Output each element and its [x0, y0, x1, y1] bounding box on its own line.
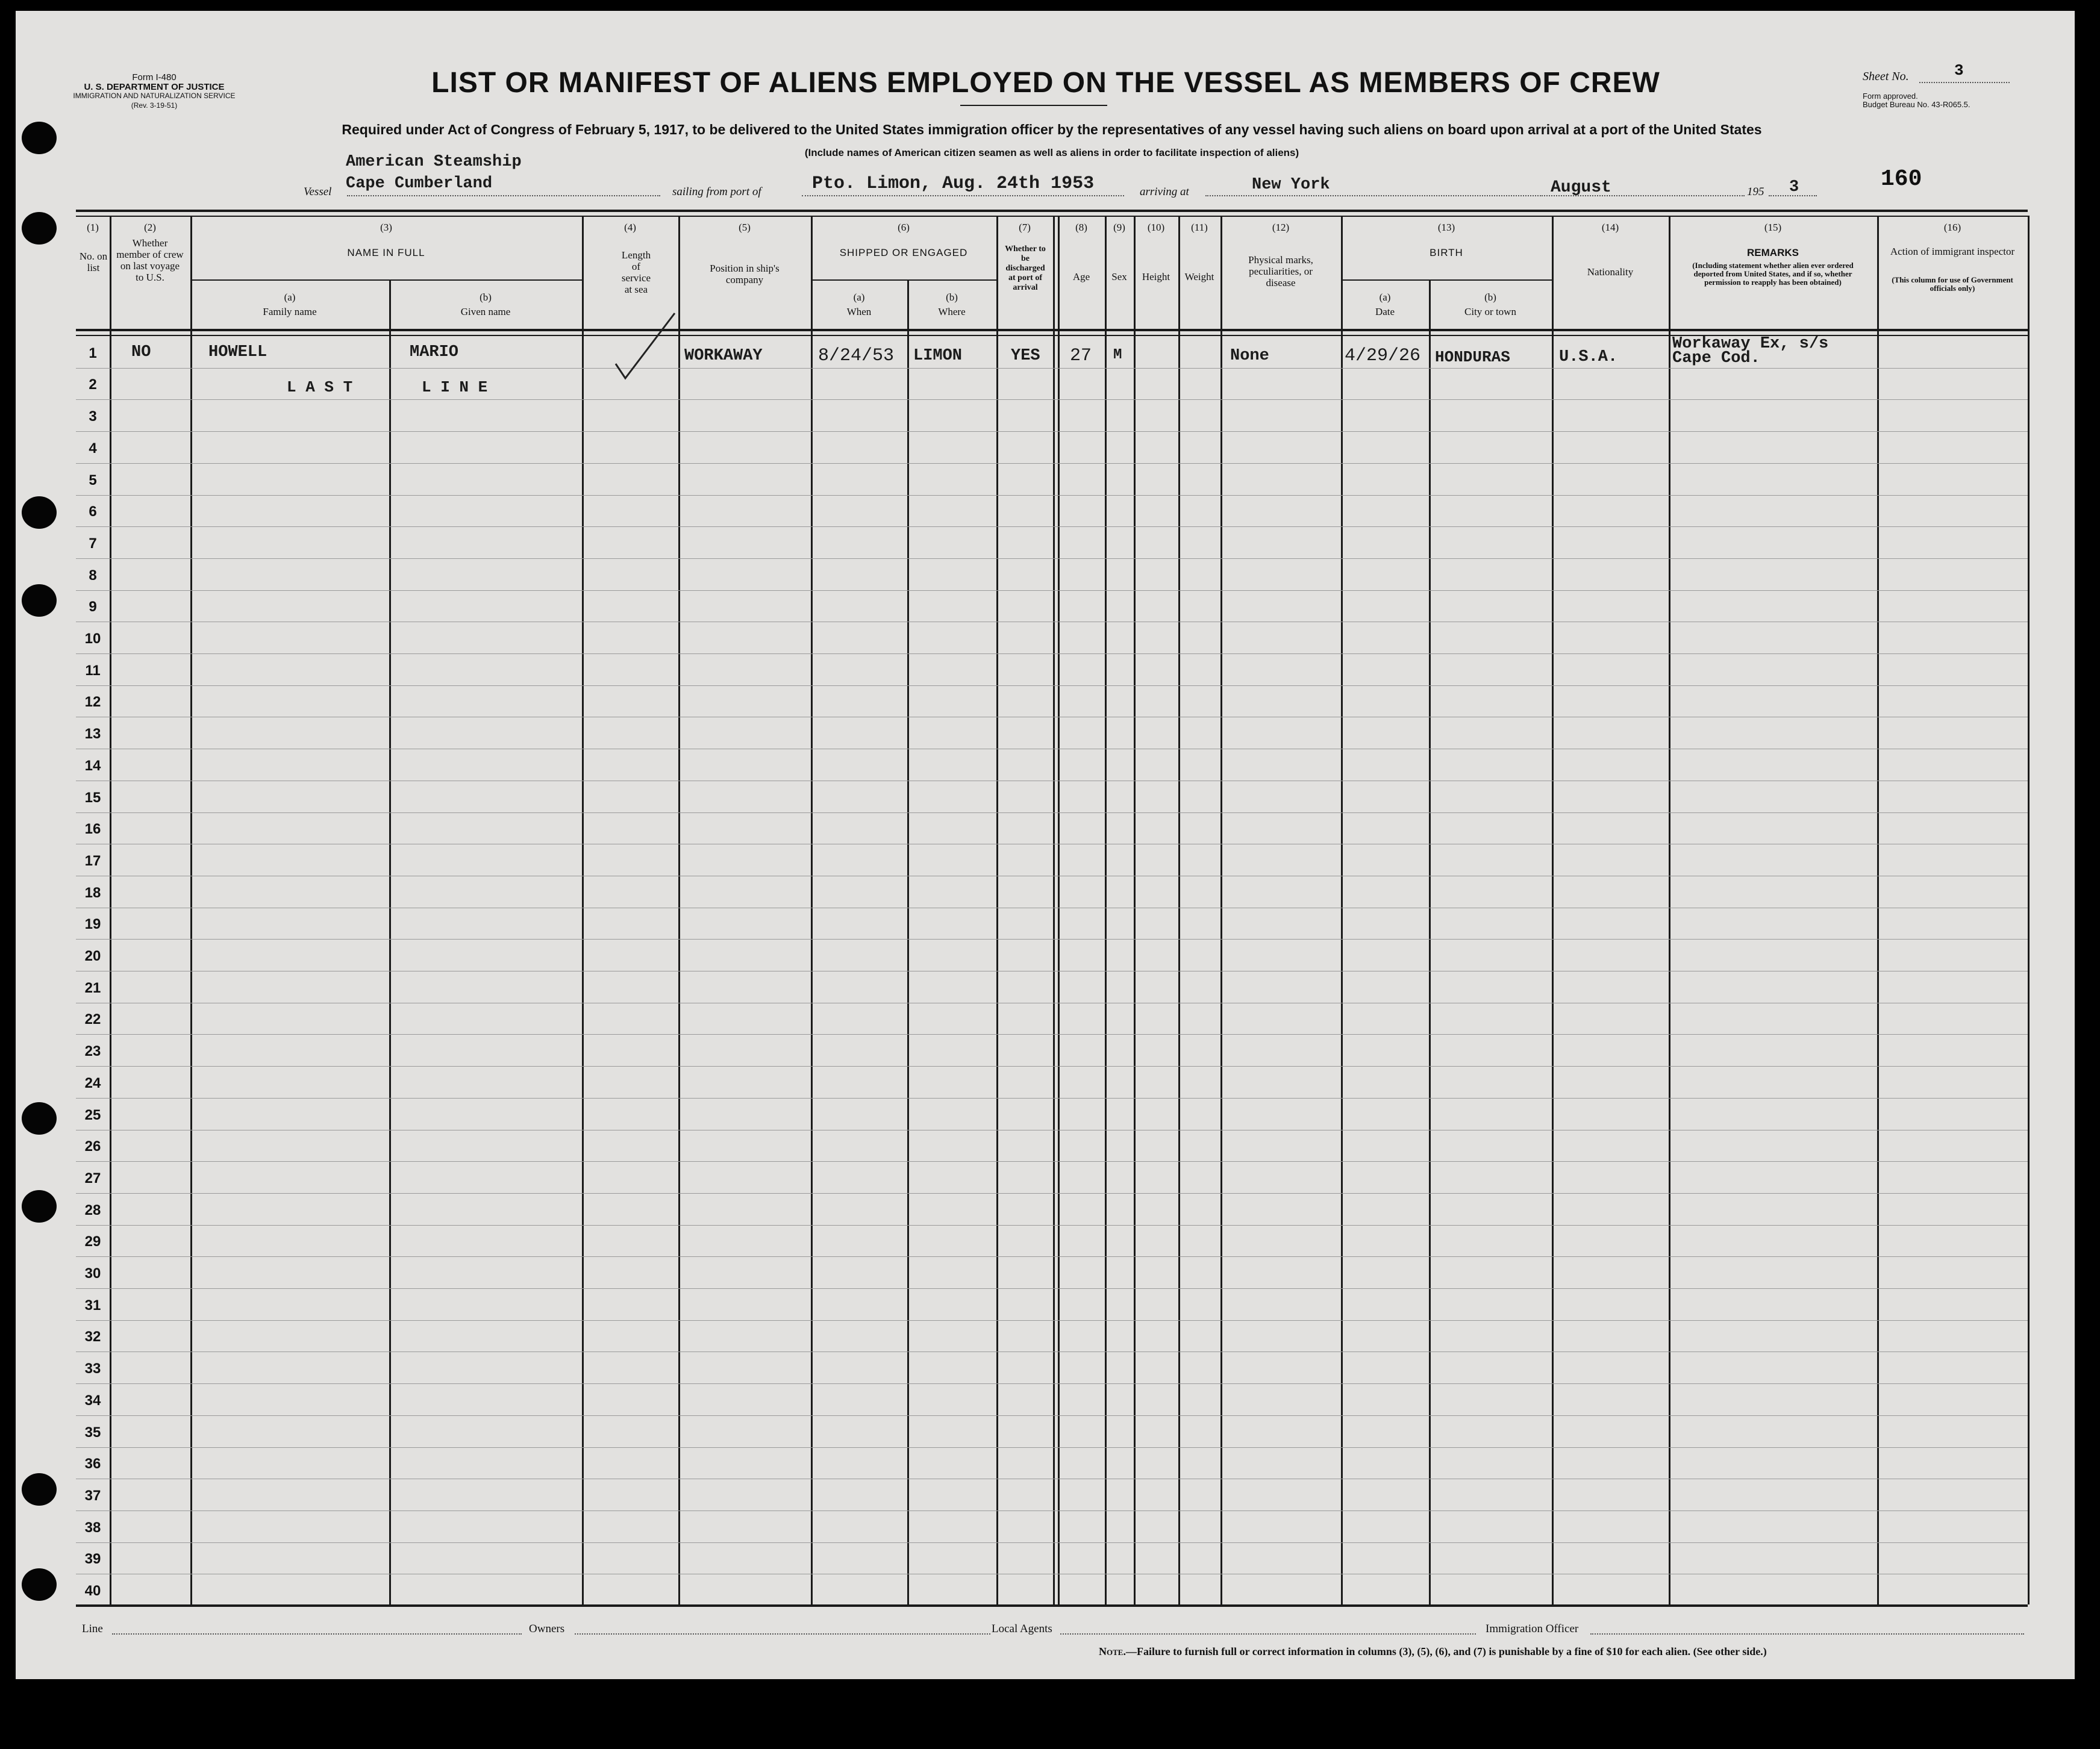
entry-nationality[interactable]: U.S.A. [1559, 348, 1618, 366]
col3-label: NAME IN FULL [347, 247, 425, 258]
entry-birth-date[interactable]: 4/29/26 [1345, 346, 1421, 366]
table-bottom-rule [76, 1604, 2028, 1607]
row-number: 13 [84, 726, 101, 742]
col13-label: BIRTH [1430, 247, 1463, 258]
row-number: 16 [84, 821, 101, 837]
row-number: 9 [89, 599, 97, 615]
form-number: Form I-480 [132, 72, 177, 83]
row-rule [76, 1161, 2028, 1162]
col-divider [1178, 216, 1180, 1604]
row-number: 20 [84, 948, 101, 964]
col15-label: REMARKS [1747, 247, 1799, 258]
col13a-label: Date [1375, 306, 1395, 317]
last-line-family: L A S T [287, 378, 353, 396]
col11-number: (11) [1191, 222, 1208, 233]
row-number: 26 [84, 1138, 101, 1155]
col4-number: (4) [624, 222, 636, 233]
footer-line-field [112, 1633, 522, 1635]
col6-number: (6) [898, 222, 910, 233]
col6b-letter: (b) [946, 292, 958, 303]
last-line-given: L I N E [422, 378, 488, 396]
year-prefix: 195 [1747, 186, 1764, 198]
col16-sub: (This column for use of Government officials only) [1892, 275, 2013, 293]
entry-position[interactable]: WORKAWAY [684, 347, 763, 365]
row-number: 37 [84, 1488, 101, 1504]
table-top-rule [76, 210, 2028, 212]
row-number: 11 [85, 662, 101, 679]
row-number: 27 [84, 1170, 101, 1186]
stamp-number: 160 [1881, 166, 1922, 192]
col9-number: (9) [1113, 222, 1125, 233]
punch-hole [22, 122, 57, 154]
revision-date: (Rev. 3-19-51) [131, 101, 178, 110]
col15-number: (15) [1764, 222, 1782, 233]
col2-number: (2) [144, 222, 156, 233]
entry-sex[interactable]: M [1113, 347, 1122, 363]
col2-label: Whether member of crew on last voyage to U.S. [116, 237, 184, 283]
entry-shipped-where[interactable]: LIMON [913, 347, 963, 365]
col15-sub: (Including statement whether alien ever ordered deported from United States, and if so, whether permission to reapply has been obtained) [1692, 261, 1854, 287]
row-rule [76, 1415, 2028, 1416]
row-number: 30 [84, 1265, 101, 1282]
col-divider [582, 216, 584, 1604]
row-rule [76, 368, 2028, 369]
row-number: 31 [84, 1297, 101, 1314]
punch-hole [22, 1568, 57, 1601]
col-divider [1341, 216, 1343, 1604]
col5-number: (5) [739, 222, 751, 233]
row-number: 23 [84, 1043, 101, 1059]
row-number: 25 [84, 1107, 101, 1123]
name-subheader-rule [190, 279, 582, 281]
col6b-label: Where [938, 306, 966, 317]
page-title: LIST OR MANIFEST OF ALIENS EMPLOYED ON THE VESSEL AS MEMBERS OF CREW [431, 67, 1660, 99]
row-number: 3 [89, 408, 97, 425]
col-divider [190, 216, 192, 1604]
footer-officer-field [1590, 1633, 2024, 1635]
row-number: 10 [84, 631, 101, 647]
col5-label: Position in ship's company [710, 263, 780, 285]
col14-number: (14) [1601, 222, 1619, 233]
row-rule [76, 1447, 2028, 1448]
footer-officer-label: Immigration Officer [1486, 1623, 1579, 1635]
col-divider [1669, 216, 1670, 1604]
manifest-sheet [16, 11, 2075, 1679]
row-number: 7 [89, 535, 97, 552]
punch-hole [22, 1102, 57, 1135]
punch-hole [22, 496, 57, 529]
footer-line-label: Line [82, 1623, 103, 1635]
row-number: 6 [89, 504, 97, 520]
header-bottom-rule [76, 329, 2028, 331]
year-suffix: 3 [1789, 178, 1799, 196]
row-number: 38 [84, 1520, 101, 1536]
row-number: 34 [84, 1392, 101, 1409]
col3b-letter: (b) [480, 292, 492, 303]
col12-number: (12) [1272, 222, 1290, 233]
row-rule [76, 495, 2028, 496]
row-rule [76, 1256, 2028, 1257]
sailing-label: sailing from port of [672, 186, 761, 198]
footer-owners-field [575, 1633, 990, 1635]
row-number: 1 [89, 345, 97, 361]
col-divider [1058, 216, 1060, 1604]
col-divider [1552, 216, 1554, 1604]
entry-given-name[interactable]: MARIO [410, 343, 459, 361]
col12-label: Physical marks, peculiarities, or disease [1248, 254, 1313, 288]
col8-number: (8) [1075, 222, 1087, 233]
row-rule [76, 1542, 2028, 1543]
row-number: 22 [84, 1011, 101, 1027]
row-rule [76, 590, 2028, 591]
row-number: 24 [84, 1075, 101, 1091]
department-name: U. S. DEPARTMENT OF JUSTICE [84, 82, 225, 92]
vessel-name-line [347, 195, 660, 196]
arriving-label: arriving at [1140, 186, 1189, 198]
col-divider [1105, 216, 1107, 1604]
row-number: 5 [89, 472, 97, 488]
row-rule [76, 1383, 2028, 1384]
entry-discharged[interactable]: YES [1011, 347, 1040, 365]
punch-hole [22, 584, 57, 617]
punch-hole [22, 212, 57, 245]
entry-age[interactable]: 27 [1070, 346, 1092, 366]
row-number: 36 [84, 1456, 101, 1472]
sheet-label: Sheet No. [1863, 70, 1909, 83]
row-number: 18 [84, 885, 101, 901]
row-number: 35 [84, 1424, 101, 1441]
row-rule [76, 939, 2028, 940]
act-requirement: Required under Act of Congress of February 5, 1917, to be delivered to the United States immigration officer by the representatives of any vessel having such aliens on board upon arrival at a port of the United States [342, 122, 1762, 137]
year-line [1769, 195, 1817, 196]
row-rule [76, 399, 2028, 400]
row-number: 2 [89, 376, 97, 393]
row-rule [76, 812, 2028, 813]
approval-note: Form approved. [1863, 92, 1918, 101]
col10-number: (10) [1147, 222, 1165, 233]
col-divider [389, 279, 391, 1604]
row-rule [76, 1066, 2028, 1067]
row-number: 8 [89, 567, 97, 584]
col-divider [811, 216, 813, 1604]
entry-prior-voyage[interactable]: NO [131, 343, 151, 361]
col-divider [1429, 279, 1431, 1604]
col13-number: (13) [1437, 222, 1455, 233]
row-number: 28 [84, 1202, 101, 1218]
sailing-port-line [802, 195, 1124, 196]
col1-number: (1) [87, 222, 99, 233]
col8-label: Age [1072, 271, 1090, 282]
row-number: 4 [89, 440, 97, 457]
sheet-number-line [1919, 82, 2010, 83]
check-mark-icon [612, 311, 678, 383]
punch-hole [22, 1190, 57, 1223]
row-number: 19 [84, 916, 101, 932]
col-divider [2028, 216, 2030, 1604]
col9-label: Sex [1111, 271, 1127, 282]
col-divider [678, 216, 680, 1604]
col7-label: Whether to be discharged at port of arrival [1005, 245, 1046, 292]
entry-birth-city[interactable]: HONDURAS [1435, 348, 1510, 366]
col13b-letter: (b) [1484, 292, 1496, 303]
row-number: 14 [84, 758, 101, 774]
row-number: 29 [84, 1233, 101, 1250]
col10-label: Height [1142, 271, 1170, 282]
row-rule [76, 463, 2028, 464]
arriving-port: New York [1252, 176, 1330, 194]
entry-remarks-line1[interactable]: Workaway Ex, s/s [1672, 335, 1829, 353]
col-divider [996, 216, 998, 1604]
footer-note-label: Note. [1099, 1645, 1126, 1657]
sheet-number: 3 [1954, 61, 1964, 80]
entry-physical-marks[interactable]: None [1230, 347, 1269, 365]
budget-bureau-note: Budget Bureau No. 43-R065.5. [1863, 100, 1970, 109]
row-rule [76, 1225, 2028, 1226]
col6-label: SHIPPED OR ENGAGED [839, 247, 968, 258]
row-rule [76, 1034, 2028, 1035]
row-rule [76, 431, 2028, 432]
punch-hole [22, 1473, 57, 1506]
row-rule [76, 1098, 2028, 1099]
entry-remarks-line2[interactable]: Cape Cod. [1672, 349, 1760, 367]
col4-label: Length of service at sea [621, 249, 651, 295]
vessel-label: Vessel [304, 186, 332, 198]
row-number: 21 [84, 980, 101, 996]
col16-number: (16) [1943, 222, 1961, 233]
service-name: IMMIGRATION AND NATURALIZATION SERVICE [73, 92, 236, 100]
include-note: (Include names of American citizen seamen as well as aliens in order to facilitate inspection of aliens) [804, 147, 1299, 158]
col13b-label: City or town [1464, 306, 1516, 317]
entry-family-name[interactable]: HOWELL [208, 343, 267, 361]
row-rule [76, 1510, 2028, 1511]
row-rule [76, 526, 2028, 527]
row-number: 17 [84, 853, 101, 869]
footer-note [1099, 1645, 1767, 1658]
row-number: 33 [84, 1361, 101, 1377]
row-rule [76, 685, 2028, 686]
col-divider [1053, 216, 1055, 1604]
arrival-month-line [1540, 195, 1745, 196]
col11-label: Weight [1184, 271, 1214, 282]
col16-label: Action of immigrant inspector [1890, 246, 2015, 257]
row-rule [76, 1193, 2028, 1194]
arriving-port-line [1205, 195, 1543, 196]
footer-agents-label: Local Agents [992, 1623, 1052, 1635]
birth-subheader-rule [1341, 279, 1552, 281]
col-divider [1134, 216, 1136, 1604]
col3a-letter: (a) [284, 292, 296, 303]
col7-number: (7) [1019, 222, 1031, 233]
col3b-label: Given name [460, 306, 511, 317]
col13a-letter: (a) [1379, 292, 1391, 303]
col-divider [1220, 216, 1222, 1604]
row-rule [76, 1288, 2028, 1289]
col3-number: (3) [380, 222, 392, 233]
col-divider [1877, 216, 1879, 1604]
table-top-rule-2 [76, 216, 2028, 217]
col1-label: No. on list [79, 251, 108, 273]
sailing-port: Pto. Limon, Aug. 24th 1953 [812, 173, 1095, 194]
col3a-label: Family name [263, 306, 317, 317]
col6a-label: When [846, 306, 872, 317]
vessel-name: Cape Cumberland [346, 175, 493, 193]
arrival-month: August [1551, 178, 1611, 197]
col-divider [907, 279, 909, 1604]
row-number: 32 [84, 1329, 101, 1345]
row-rule [76, 1320, 2028, 1321]
row-number: 12 [84, 694, 101, 710]
footer-agents-field [1060, 1633, 1476, 1635]
row-number: 15 [84, 790, 101, 806]
shipped-subheader-rule [812, 279, 996, 281]
row-number: 39 [84, 1551, 101, 1567]
row-number: 40 [84, 1583, 101, 1599]
title-underline [960, 105, 1107, 106]
col14-label: Nationality [1587, 266, 1634, 278]
entry-shipped-when[interactable]: 8/24/53 [818, 346, 895, 366]
footer-owners-label: Owners [529, 1623, 565, 1635]
line-company: American Steamship [346, 153, 522, 171]
footer-note-text: —Failure to furnish full or correct information in columns (3), (5), (6), and (7) is punishable by a fine of $10 for each alien. (See other side.) [1125, 1645, 1767, 1657]
row-rule [76, 653, 2028, 654]
col6a-letter: (a) [853, 292, 865, 303]
row-rule [76, 558, 2028, 559]
